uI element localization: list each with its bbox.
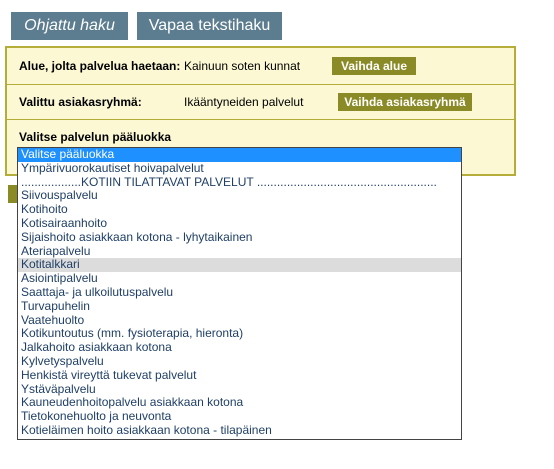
listbox-option[interactable]: Kotitalkkari — [18, 258, 461, 272]
listbox-option[interactable]: Vaatehuolto — [21, 312, 85, 327]
change-customer-group-button[interactable]: Vaihda asiakasryhmä — [338, 93, 472, 111]
customer-group-row — [5, 84, 516, 121]
listbox-option[interactable]: Tietokonehuolto ja neuvonta — [21, 409, 172, 424]
listbox-option[interactable]: Ystäväpalvelu — [21, 381, 96, 396]
listbox-option[interactable]: Jalkahoito asiakkaan kotona — [21, 340, 172, 355]
area-row — [5, 46, 516, 86]
customer-group-value: Ikääntyneiden palvelut — [184, 95, 304, 109]
change-area-button[interactable]: Vaihda alue — [332, 57, 416, 75]
listbox-option[interactable]: Ympärivuorokautiset hoivapalvelut — [21, 160, 204, 175]
customer-group-label: Valittu asiakasryhmä: — [19, 95, 142, 109]
listbox-option[interactable]: Valitse pääluokka — [18, 148, 461, 162]
listbox-option[interactable]: Ateriapalvelu — [21, 243, 91, 258]
main-category-listbox[interactable] — [17, 147, 462, 440]
tab-guided-search[interactable]: Ohjattu haku — [11, 12, 128, 40]
main-category-label: Valitse palvelun pääluokka — [19, 130, 172, 144]
listbox-option[interactable]: Siivouspalvelu — [21, 188, 98, 203]
listbox-option[interactable]: Sijaishoito asiakkaan kotona - lyhytaikainen — [21, 229, 253, 244]
listbox-option[interactable]: Kylvetyspalvelu — [21, 353, 104, 368]
listbox-option[interactable]: Henkistä vireyttä tukevat palvelut — [21, 367, 197, 382]
listbox-option[interactable]: Saattaja- ja ulkoilutuspalvelu — [21, 284, 174, 299]
listbox-option[interactable]: Kotikuntoutus (mm. fysioterapia, hieronta) — [21, 326, 244, 341]
listbox-option[interactable]: Kotisairaanhoito — [21, 215, 108, 230]
listbox-option[interactable]: Kotihoito — [21, 202, 68, 217]
listbox-option[interactable]: Asiointipalvelu — [21, 271, 98, 286]
listbox-option[interactable]: Turvapuhelin — [21, 298, 90, 313]
area-value: Kainuun soten kunnat — [184, 59, 301, 73]
tab-free-text-search[interactable]: Vapaa tekstihaku — [137, 12, 282, 40]
option-group-heading[interactable]: ..................KOTIIN TILATTAVAT PALVELUT ...................................................... — [21, 174, 437, 189]
listbox-option[interactable]: Kotieläimen hoito asiakkaan kotona - tilapäinen — [21, 422, 272, 437]
listbox-option[interactable]: Kauneudenhoitopalvelu asiakkaan kotona — [21, 395, 244, 410]
area-label: Alue, jolta palvelua haetaan: — [19, 59, 181, 73]
